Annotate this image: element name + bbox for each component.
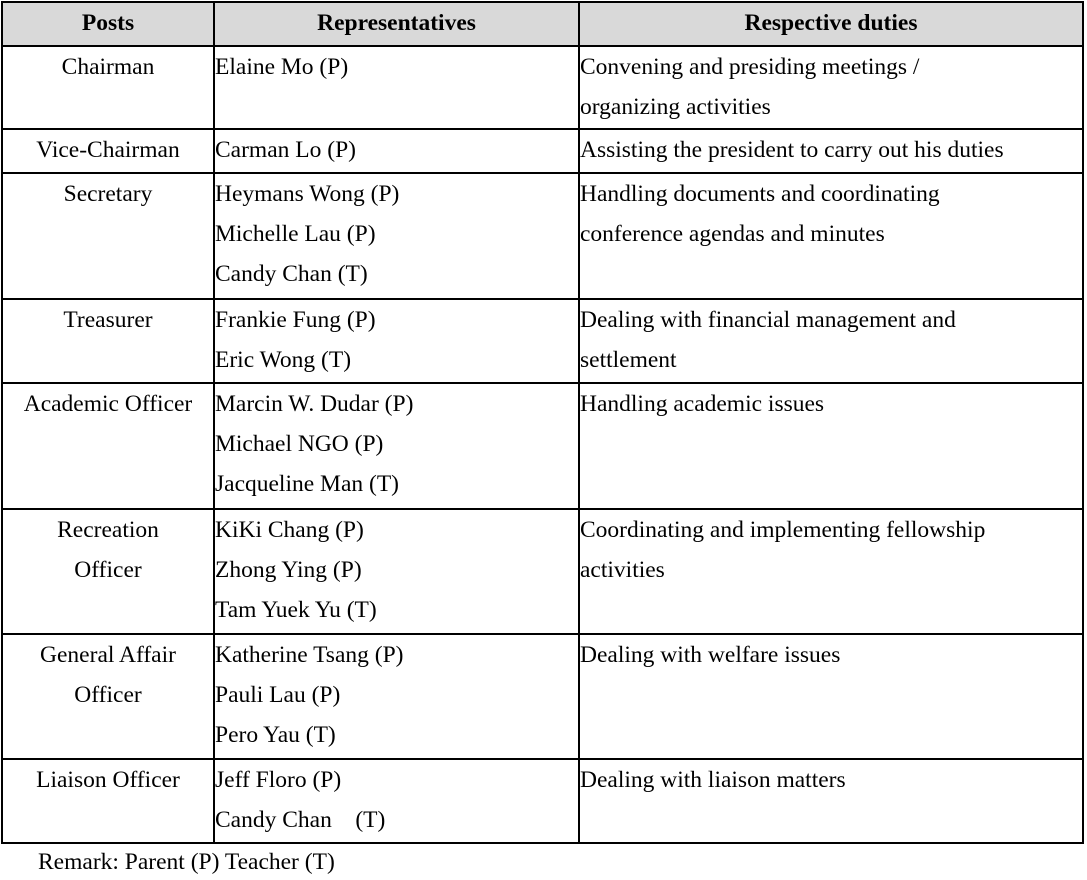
representative-name: Elaine Mo (P) bbox=[215, 54, 349, 80]
representative-name: Michael NGO (P) bbox=[215, 431, 384, 457]
representative-name: Tam Yuek Yu (T) bbox=[215, 597, 377, 623]
table-row bbox=[2, 509, 1083, 634]
post-line: Academic Officer bbox=[23, 391, 193, 417]
post-line: Liaison Officer bbox=[36, 767, 180, 793]
representatives-cell bbox=[214, 129, 579, 173]
representatives-cell bbox=[214, 299, 579, 383]
post-line: General Affair bbox=[40, 642, 176, 668]
post-cell bbox=[2, 634, 214, 759]
duty-line: Dealing with liaison matters bbox=[580, 767, 846, 793]
representatives-cell bbox=[214, 759, 579, 843]
representative-name: KiKi Chang (P) bbox=[215, 517, 364, 543]
representative-name: Candy Chan (T) bbox=[215, 261, 368, 287]
representatives-cell bbox=[214, 46, 579, 129]
committee-duties-table bbox=[1, 1, 1084, 844]
header-respective-duties: Respective duties bbox=[579, 2, 1083, 46]
duty-line: Handling documents and coordinating bbox=[580, 181, 940, 207]
header-posts: Posts bbox=[2, 2, 214, 46]
representative-name: Marcin W. Dudar (P) bbox=[215, 391, 414, 417]
representative-name: Zhong Ying (P) bbox=[215, 557, 362, 583]
post-cell bbox=[2, 509, 214, 634]
representative-name: Jacqueline Man (T) bbox=[215, 471, 400, 497]
representative-name: Michelle Lau (P) bbox=[215, 221, 376, 247]
duties-cell bbox=[579, 299, 1083, 383]
table-row bbox=[2, 299, 1083, 383]
duty-line: activities bbox=[580, 557, 665, 583]
representatives-cell bbox=[214, 634, 579, 759]
post-line: Officer bbox=[74, 557, 142, 583]
post-line: Secretary bbox=[63, 181, 153, 207]
post-cell bbox=[2, 759, 214, 843]
duty-line: Handling academic issues bbox=[580, 391, 825, 417]
table-body bbox=[2, 46, 1083, 843]
representative-name: Pero Yau (T) bbox=[215, 722, 336, 748]
post-cell bbox=[2, 173, 214, 299]
duties-cell bbox=[579, 129, 1083, 173]
duty-line: Convening and presiding meetings / bbox=[580, 54, 920, 80]
post-cell bbox=[2, 46, 214, 129]
representative-name: Eric Wong (T) bbox=[215, 347, 352, 373]
duty-line: Dealing with financial management and bbox=[580, 307, 956, 333]
duty-line: organizing activities bbox=[580, 94, 771, 120]
post-cell bbox=[2, 299, 214, 383]
post-cell bbox=[2, 129, 214, 173]
representative-name: Carman Lo (P) bbox=[215, 137, 356, 163]
header-row bbox=[2, 2, 1083, 46]
table-row bbox=[2, 634, 1083, 759]
representative-name: Frankie Fung (P) bbox=[215, 307, 376, 333]
post-line: Officer bbox=[74, 682, 142, 708]
representative-name: Jeff Floro (P) bbox=[215, 767, 342, 793]
table-row bbox=[2, 173, 1083, 299]
table-row bbox=[2, 759, 1083, 843]
duty-line: conference agendas and minutes bbox=[580, 221, 885, 247]
table-row bbox=[2, 383, 1083, 509]
duty-line: Assisting the president to carry out his duties bbox=[580, 137, 1004, 163]
post-cell bbox=[2, 383, 214, 509]
remark-note: Remark: Parent (P) Teacher (T) bbox=[38, 849, 335, 875]
representatives-cell bbox=[214, 383, 579, 509]
table-header bbox=[2, 2, 1083, 46]
duties-cell bbox=[579, 383, 1083, 509]
post-line: Treasurer bbox=[63, 307, 153, 333]
duty-line: Dealing with welfare issues bbox=[580, 642, 841, 668]
representative-name: Candy Chan (T) bbox=[215, 807, 386, 833]
header-representatives: Representatives bbox=[214, 2, 579, 46]
representative-name: Pauli Lau (P) bbox=[215, 682, 341, 708]
representative-name: Katherine Tsang (P) bbox=[215, 642, 404, 668]
post-line: Vice-Chairman bbox=[36, 137, 180, 163]
post-line: Recreation bbox=[57, 517, 159, 543]
table-row bbox=[2, 129, 1083, 173]
table-row bbox=[2, 46, 1083, 129]
duties-cell bbox=[579, 759, 1083, 843]
duty-line: Coordinating and implementing fellowship bbox=[580, 517, 986, 543]
post-line: Chairman bbox=[61, 54, 155, 80]
duties-cell bbox=[579, 173, 1083, 299]
duties-cell bbox=[579, 634, 1083, 759]
duties-cell bbox=[579, 509, 1083, 634]
representatives-cell bbox=[214, 509, 579, 634]
duty-line: settlement bbox=[580, 347, 677, 373]
representatives-cell bbox=[214, 173, 579, 299]
representative-name: Heymans Wong (P) bbox=[215, 181, 400, 207]
duties-cell bbox=[579, 46, 1083, 129]
